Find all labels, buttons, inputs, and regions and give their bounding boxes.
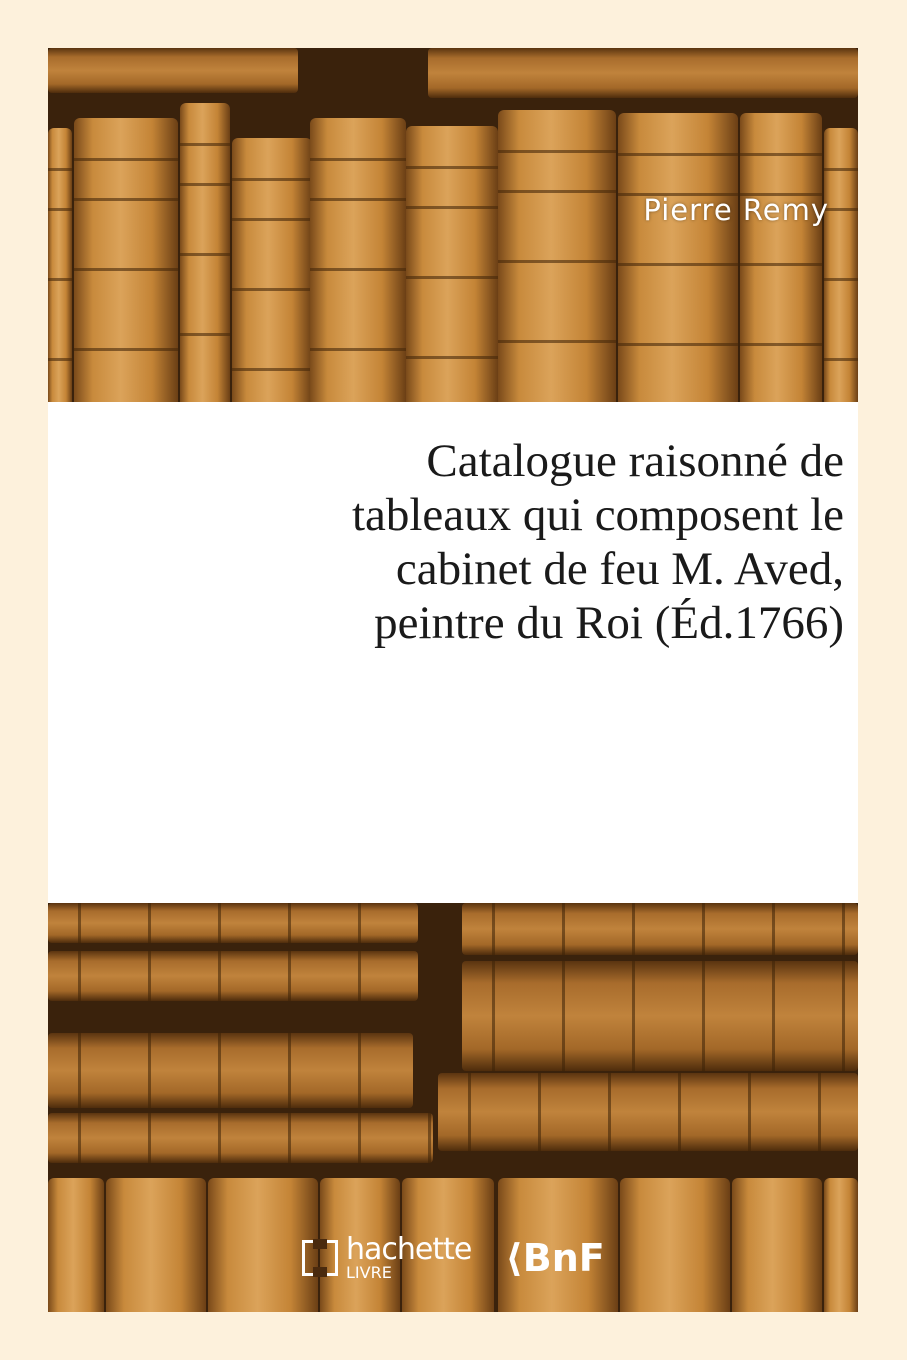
- hachette-logo-icon: [302, 1240, 338, 1276]
- book-spine: [462, 903, 858, 955]
- book-spine: [180, 103, 230, 402]
- bnf-logo: ⟨BnF: [505, 1236, 605, 1280]
- book-spine: [620, 1178, 730, 1312]
- book-spine: [618, 113, 738, 402]
- book-spine: [48, 128, 72, 402]
- book-spine: [428, 48, 858, 98]
- book-spine: [310, 118, 406, 402]
- book-title: [352, 434, 844, 650]
- book-spine: [740, 113, 822, 402]
- book-spine: [48, 951, 418, 1001]
- title-line: cabinet de feu M. Aved,: [395, 543, 844, 595]
- book-spine: [498, 110, 616, 402]
- title-line: tableaux qui composent le: [351, 489, 844, 541]
- title-line: peintre du Roi (Éd.1766): [374, 597, 844, 649]
- book-spine: [824, 1178, 858, 1312]
- book-spine: [106, 1178, 206, 1312]
- book-spine: [48, 1033, 413, 1108]
- book-spine: [232, 138, 312, 402]
- title-line: Catalogue raisonné de: [426, 435, 844, 487]
- book-spine: [48, 903, 418, 943]
- book-spine: [406, 126, 498, 402]
- author-name: Pierre Remy: [643, 193, 829, 227]
- book-spine: [824, 128, 858, 402]
- book-spine: [438, 1073, 858, 1151]
- book-spine: [462, 961, 858, 1071]
- book-spine: [48, 1178, 104, 1312]
- book-spine: [732, 1178, 822, 1312]
- book-spine: [48, 1113, 433, 1163]
- title-panel: [48, 402, 858, 903]
- book-spine: [74, 118, 178, 402]
- hachette-livre-logo: hachette LIVRE: [346, 1232, 472, 1282]
- book-spine: [48, 48, 298, 93]
- logos: [302, 1232, 605, 1282]
